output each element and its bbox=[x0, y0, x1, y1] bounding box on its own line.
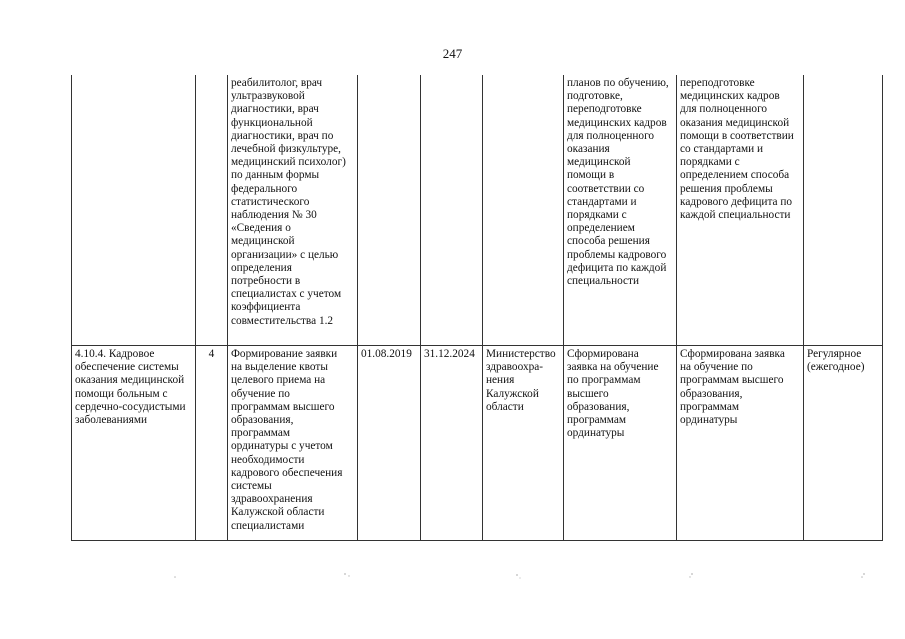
cell-indicator: Сформирована заявка на обучение по программам высшего образования, программам ординатуры bbox=[677, 346, 804, 541]
cell-indicator: переподготовке медицинских кадров для полноценного оказания медицинской помощи в соответствии со стандартами и порядками с определением способа решения проблемы кадрового дефицита по каждой специальности bbox=[677, 75, 804, 346]
cell-activity-name: 4.10.4. Кадровое обеспечение системы оказания медицинской помощи больным с сердечно-сосудистыми заболеваниями bbox=[72, 346, 196, 541]
program-table bbox=[71, 75, 883, 541]
cell-start-date bbox=[358, 75, 421, 346]
cell-result: Сформирована заявка на обучение по программам высшего образования, программам ординатуры bbox=[564, 346, 677, 541]
cell-frequency: Регулярное (ежегодное) bbox=[804, 346, 883, 541]
cell-frequency bbox=[804, 75, 883, 346]
table-row-continuation bbox=[72, 75, 883, 346]
cell-result: планов по обучению, подготовке, переподготовке медицинских кадров для полноценного оказания медицинской помощи в соответствии со стандартами и порядками с определением способа решения проблемы кадрового дефицита по каждой специальности bbox=[564, 75, 677, 346]
cell-responsible bbox=[483, 75, 564, 346]
cell-description: Формирование заявки на выделение квоты целевого приема на обучение по программам высшего образования, программам ординатуры с учетом необходимости кадрового обеспечения системы здравоохранения Калужской области специалистами bbox=[228, 346, 358, 541]
cell-description: реабилитолог, врач ультразвуковой диагностики, врач функциональной диагностики, врач по лечебной физкультуре, медицинский психолог) по данным формы федерального статистического наблюдения № 30 «Сведения о медицинской организации» с целью определения потребности в специалистах с учетом коэффициента совместительства 1.2 bbox=[228, 75, 358, 346]
cell-number bbox=[196, 75, 228, 346]
cell-number: 4 bbox=[196, 346, 228, 541]
cell-end-date: 31.12.2024 bbox=[421, 346, 483, 541]
page-number: 247 bbox=[442, 46, 463, 61]
table-row-4-10-4 bbox=[72, 346, 883, 541]
cell-responsible: Министерство здравоохра- нения Калужской области bbox=[483, 346, 564, 541]
cell-activity-name bbox=[72, 75, 196, 346]
cell-end-date bbox=[421, 75, 483, 346]
cell-start-date: 01.08.2019 bbox=[358, 346, 421, 541]
scan-specks bbox=[0, 565, 905, 585]
